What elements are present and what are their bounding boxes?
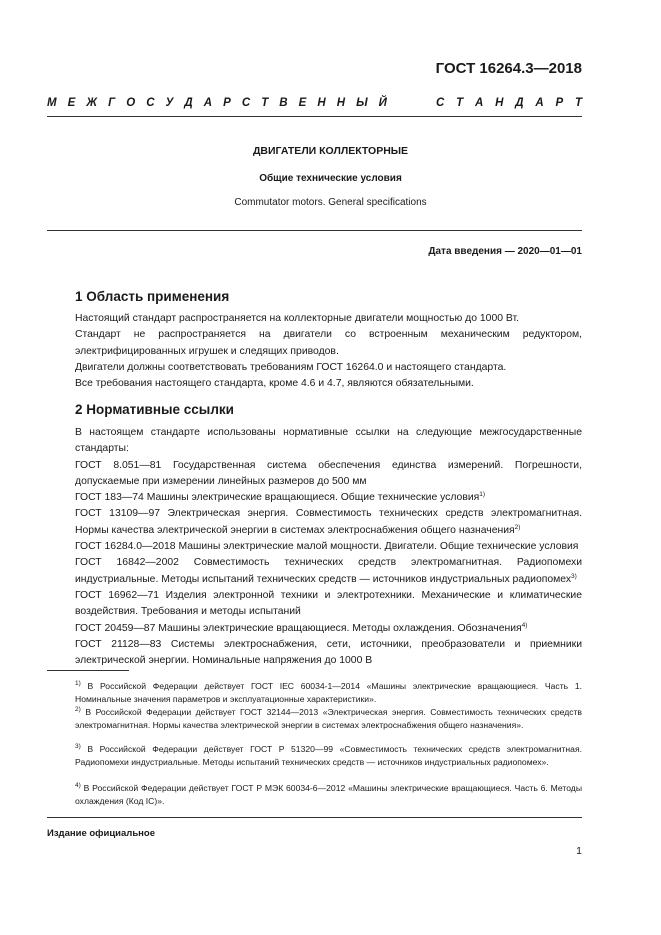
paragraph: Все требования настоящего стандарта, кроме 4.6 и 4.7, являются обязательными.	[75, 378, 474, 390]
letter: Й	[378, 97, 387, 109]
letter: С	[436, 97, 445, 109]
header-rule	[47, 116, 582, 117]
document-number: ГОСТ 16264.3—2018	[435, 60, 582, 77]
letter: Н	[495, 97, 504, 109]
section-2-heading: 2 Нормативные ссылки	[75, 402, 234, 417]
ref-item: ГОСТ 21128—83 Системы электроснабжения, сети, источники, преобразователи и приемники электрической энергии. Номинальные напряжения до 1000 В	[75, 638, 582, 667]
letter: Т	[456, 97, 464, 109]
ref-item: ГОСТ 16284.0—2018 Машины электрические малой мощности. Двигатели. Общие технические условия	[75, 541, 579, 553]
letter: Ж	[86, 97, 98, 109]
standard-word-interstate	[47, 97, 387, 109]
letter: А	[535, 97, 544, 109]
letter: Т	[574, 97, 582, 109]
title-rule	[47, 230, 582, 231]
page-number: 1	[576, 845, 582, 857]
section-1-heading: 1 Область применения	[75, 289, 230, 304]
letter: Н	[336, 97, 346, 109]
section-2-body	[75, 425, 582, 669]
section-1-body	[75, 311, 582, 392]
official-edition-label: Издание официальное	[47, 828, 155, 839]
footer-rule	[47, 817, 582, 818]
footnote-ref[interactable]: 4)	[521, 621, 528, 629]
footnote-3: $^{3)}$ В Российской Федерации действует ГОСТ Р 51320—99 «Совместимость технических средств электромагнитная. Радиопомехи индустриальные. Методы испытаний технических средств — источников индустриальных радиопомех».	[75, 743, 583, 767]
letter: Д	[184, 97, 193, 109]
paragraph: Стандарт не распространяется на двигатели со встроенным механическим редуктором, электрифицированных игрушек и следящих приводов.	[75, 329, 582, 357]
letter: С	[241, 97, 251, 109]
letter: С	[146, 97, 155, 109]
letter: А	[474, 97, 484, 109]
letter: Н	[317, 97, 326, 109]
ref-item: ГОСТ 183—74 Машины электрические вращающиеся. Общие технические условия$^{1)}$	[75, 491, 486, 504]
letter: Д	[515, 97, 524, 109]
footnote-4: $^{4)}$ В Российской Федерации действует ГОСТ Р МЭК 60034-6—2012 «Машины электрические вращающиеся. Часть 6. Методы охлаждения (Код IC)».	[75, 782, 583, 806]
letter: О	[126, 97, 136, 109]
introduction-date: Дата введения — 2020—01—01	[428, 246, 582, 257]
ref-item: ГОСТ 13109—97 Электрическая энергия. Совместимость технических средств электромагнитная. Нормы качества электрической энергии в системах электроснабжения общего назначения$^{2)}$	[75, 508, 582, 536]
letter: Р	[223, 97, 231, 109]
paragraph-lead: В настоящем стандарте использованы нормативные ссылки на следующие межгосударственные стандарты:	[75, 427, 582, 455]
letter: Г	[108, 97, 116, 109]
subtitle-ru: Общие технические условия	[259, 173, 402, 184]
standard-word-standard	[436, 97, 582, 109]
ref-item: ГОСТ 16962—71 Изделия электронной техники и электротехники. Механические и климатические воздействия. Требования и методы испытаний	[75, 589, 582, 618]
letter: Р	[555, 97, 564, 109]
letter: У	[165, 97, 174, 109]
standard-type-line	[47, 97, 582, 109]
paragraph: Двигатели должны соответствовать требованиям ГОСТ 16264.0 и настоящего стандарта.	[75, 361, 507, 373]
footnote-2: $^{2)}$ В Российской Федерации действует ГОСТ 32144—2013 «Электрическая энергия. Совместимость технических средств электромагнитная. Нормы качества электрической энергии в системах электроснабжения общего назначения».	[75, 706, 583, 730]
footnote-ref[interactable]: 1)	[479, 491, 486, 499]
letter: Т	[261, 97, 269, 109]
letter: Ы	[356, 97, 368, 109]
title-en: Commutator motors. General specifications	[234, 197, 427, 208]
ref-item: ГОСТ 8.051—81 Государственная система обеспечения единства измерений. Погрешности, допускаемые при измерении линейных размеров до 500 мм	[75, 459, 582, 487]
letter: Е	[67, 97, 76, 109]
footnote-ref[interactable]: 3)	[571, 572, 577, 580]
title-ru: ДВИГАТЕЛИ КОЛЛЕКТОРНЫЕ	[252, 145, 409, 157]
paragraph: Настоящий стандарт распространяется на коллекторные двигатели мощностью до 1000 Вт.	[75, 313, 519, 324]
letter: М	[47, 97, 57, 109]
ref-item: ГОСТ 20459—87 Машины электрические вращающиеся. Методы охлаждения. Обозначения$^{4)}$	[75, 621, 528, 634]
footnote-rule	[47, 670, 129, 671]
ref-item: ГОСТ 16842—2002 Совместимость технических средств электромагнитная. Радиопомехи индустриальные. Методы испытаний технических средств — источников индустриальных радиопомех$^{3)}$	[75, 557, 582, 585]
letter: В	[279, 97, 288, 109]
letter: А	[203, 97, 213, 109]
footnote-ref[interactable]: 2)	[514, 523, 521, 531]
footnote-1: $^{1)}$ В Российской Федерации действует ГОСТ IEC 60034-1—2014 «Машины электрические вращающиеся. Часть 1. Номинальные значения параметров и эксплуатационные характеристики».	[75, 680, 582, 704]
letter: Е	[298, 97, 307, 109]
